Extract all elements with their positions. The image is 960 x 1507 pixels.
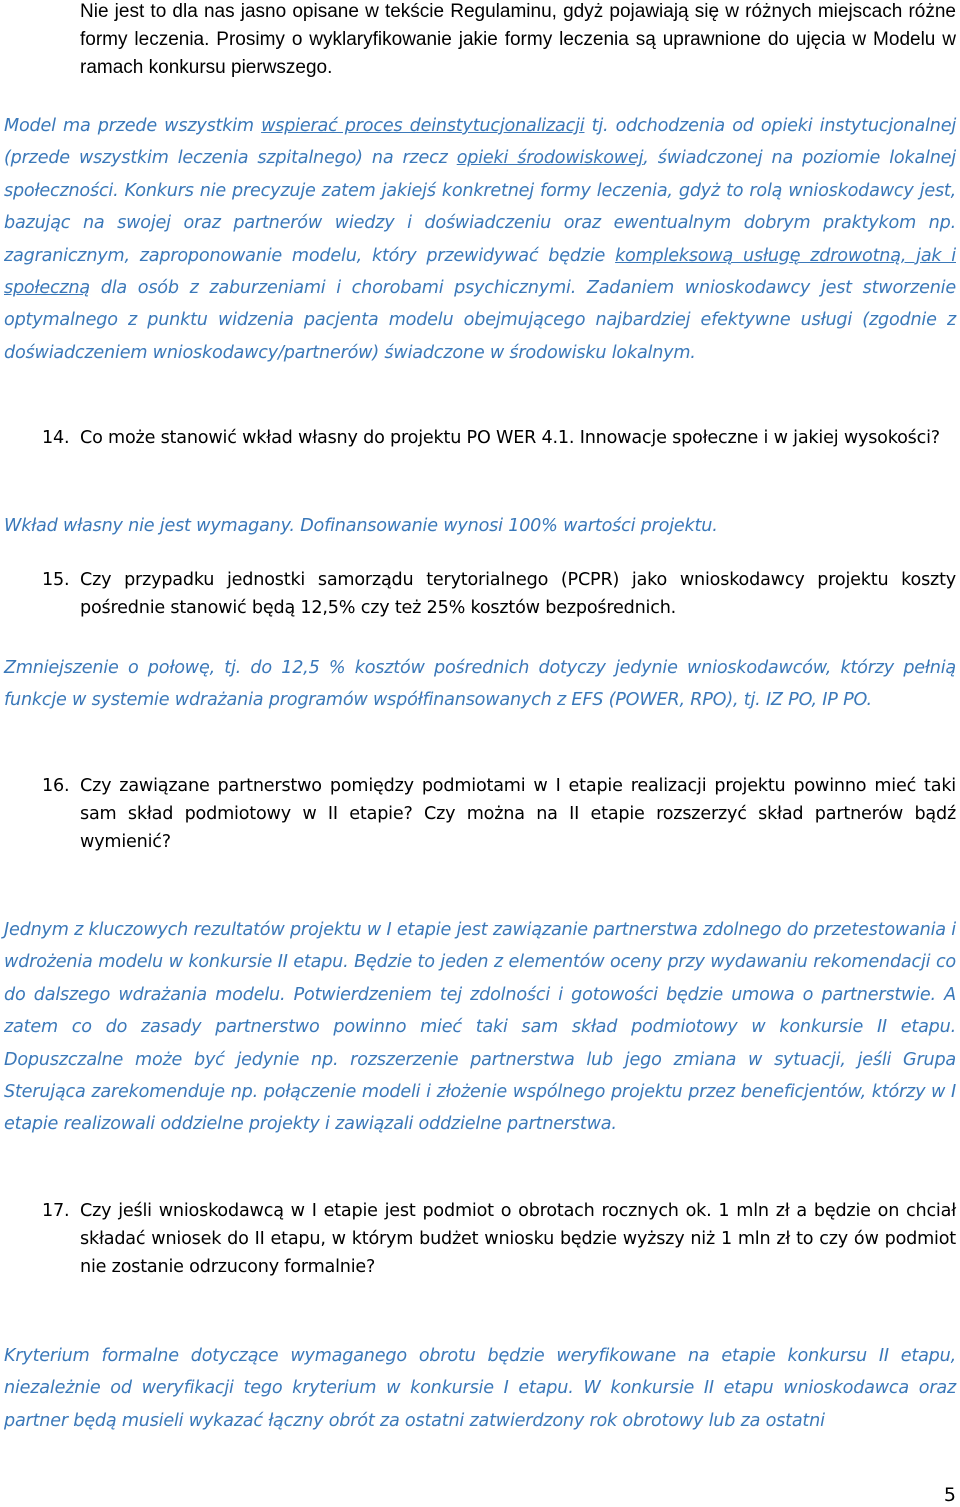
answer-16: Jednym z kluczowych rezultatów projektu w I etapie jest zawiązanie partnerstwa zdolnego do przetestowania i wdrożenia modelu w konkursie II etapu. Będzie to jeden z elementów oceny przy wydawaniu rekomendacji co do dalszego wdrażania modelu. Potwierdzeniem tej zdolności i gotowości będzie umowa o partnerstwie. A zatem co do zasady partnerstwo powinno mieć taki sam skład podmiotowy w konkursie II etapu. Dopuszczalne może być jedynie np. rozszerzenie partnerstwa lub jego zmiana w sytuacji, jeśli Grupa Sterująca zarekomenduje np. połączenie modeli i złożenie wspólnego projektu przez beneficjentów, którzy w I etapie realizowali oddzielne projekty i zawiązali oddzielne partnerstwa. [4,920,956,1135]
answer-13-part-2: tj. odchodzenia od opieki instytucjonalnej (przede wszystkim leczenia szpitalnego) na rzecz [4,116,957,169]
answer-13-underline-2: opieki środowiskowej [456,148,644,169]
answer-13-part-1: Model ma przede wszystkim [4,116,262,136]
question-17-text: Czy jeśli wnioskodawcą w I etapie jest podmiot o obrotach rocznych ok. 1 mln zł a będzie on chciał składać wniosek do II etapu, w którym budżet wniosku będzie wyższy niż 1 mln zł to czy ów podmiot nie zostanie odrzucony formalnie? [80,1201,956,1277]
question-17 [42,1197,956,1281]
answer-15: Zmniejszenie o połowę, tj. do 12,5 % kosztów pośrednich dotyczy jedynie wnioskodawców, którzy pełnią funkcje w systemie wdrażania programów współfinansowanych z EFS (POWER, RPO), tj. IZ PO, IP PO. [4,658,956,711]
question-16-text: Czy zawiązane partnerstwo pomiędzy podmiotami w I etapie realizacji projektu powinno mieć taki sam skład podmiotowy w II etapie? Czy można na II etapie rozszerzyć skład partnerów bądź wymienić? [80,776,956,852]
question-14-text: Co może stanowić wkład własny do projektu PO WER 4.1. Innowacje społeczne i w jakiej wysokości? [80,428,940,448]
answer-13 [4,110,956,369]
question-15-number: 15. [42,570,70,590]
question-17-number: 17. [42,1201,70,1221]
answer-13-part-4: dla osób z zaburzeniami i chorobami psychicznymi. Zadaniem wnioskodawcy jest stworzenie optymalnego z punktu widzenia pacjenta modelu obejmującego najbardziej efektywne usługi (zgodnie z doświadczeniem wnioskodawcy/partnerów) świadczone w środowisku lokalnym. [4,278,956,363]
question-16 [42,772,956,856]
page-number: 5 [943,1484,956,1506]
question-13-continuation: Nie jest to dla nas jasno opisane w tekście Regulaminu, gdyż pojawiają się w różnych miejscach różne formy leczenia. Prosimy o wyklaryfikowanie jakie formy leczenia są uprawnione do ujęcia w Modelu w ramach konkursu pierwszego. [80,1,956,78]
question-14 [42,424,956,452]
question-15-text: Czy przypadku jednostki samorządu terytorialnego (PCPR) jako wnioskodawcy projektu koszty pośrednie stanowić będą 12,5% czy też 25% kosztów bezpośrednich. [80,570,956,618]
answer-13-part-3: , świadczonej na poziomie lokalnej społeczności. Konkurs nie precyzuje zatem jakiejś konkretnej formy leczenia, gdyż to rolą wnioskodawcy jest, bazując na swojej oraz partnerów wiedzy i doświadczeniu oraz ewentualnym dobrym praktykom np. zagranicznym, zaproponowanie modelu, który przewidywać będzie [4,148,956,266]
answer-17: Kryterium formalne dotyczące wymaganego obrotu będzie weryfikowane na etapie konkursu II etapu, niezależnie od weryfikacji tego kryterium w konkursie I etapu. W konkursie II etapu wnioskodawca oraz partner będą musieli wykazać łączny obrót za ostatni zatwierdzony rok obrotowy lub za ostatni [4,1346,956,1431]
answer-14: Wkład własny nie jest wymagany. Dofinansowanie wynosi 100% wartości projektu. [4,516,718,536]
question-14-number: 14. [42,428,70,448]
answer-13-underline-1: wspierać proces deinstytucjonalizacji [261,116,585,136]
question-15 [42,566,956,622]
answer-13-underline-3: kompleksową usługę zdrowotną, jak i społeczną [4,245,956,299]
question-16-number: 16. [42,776,70,796]
